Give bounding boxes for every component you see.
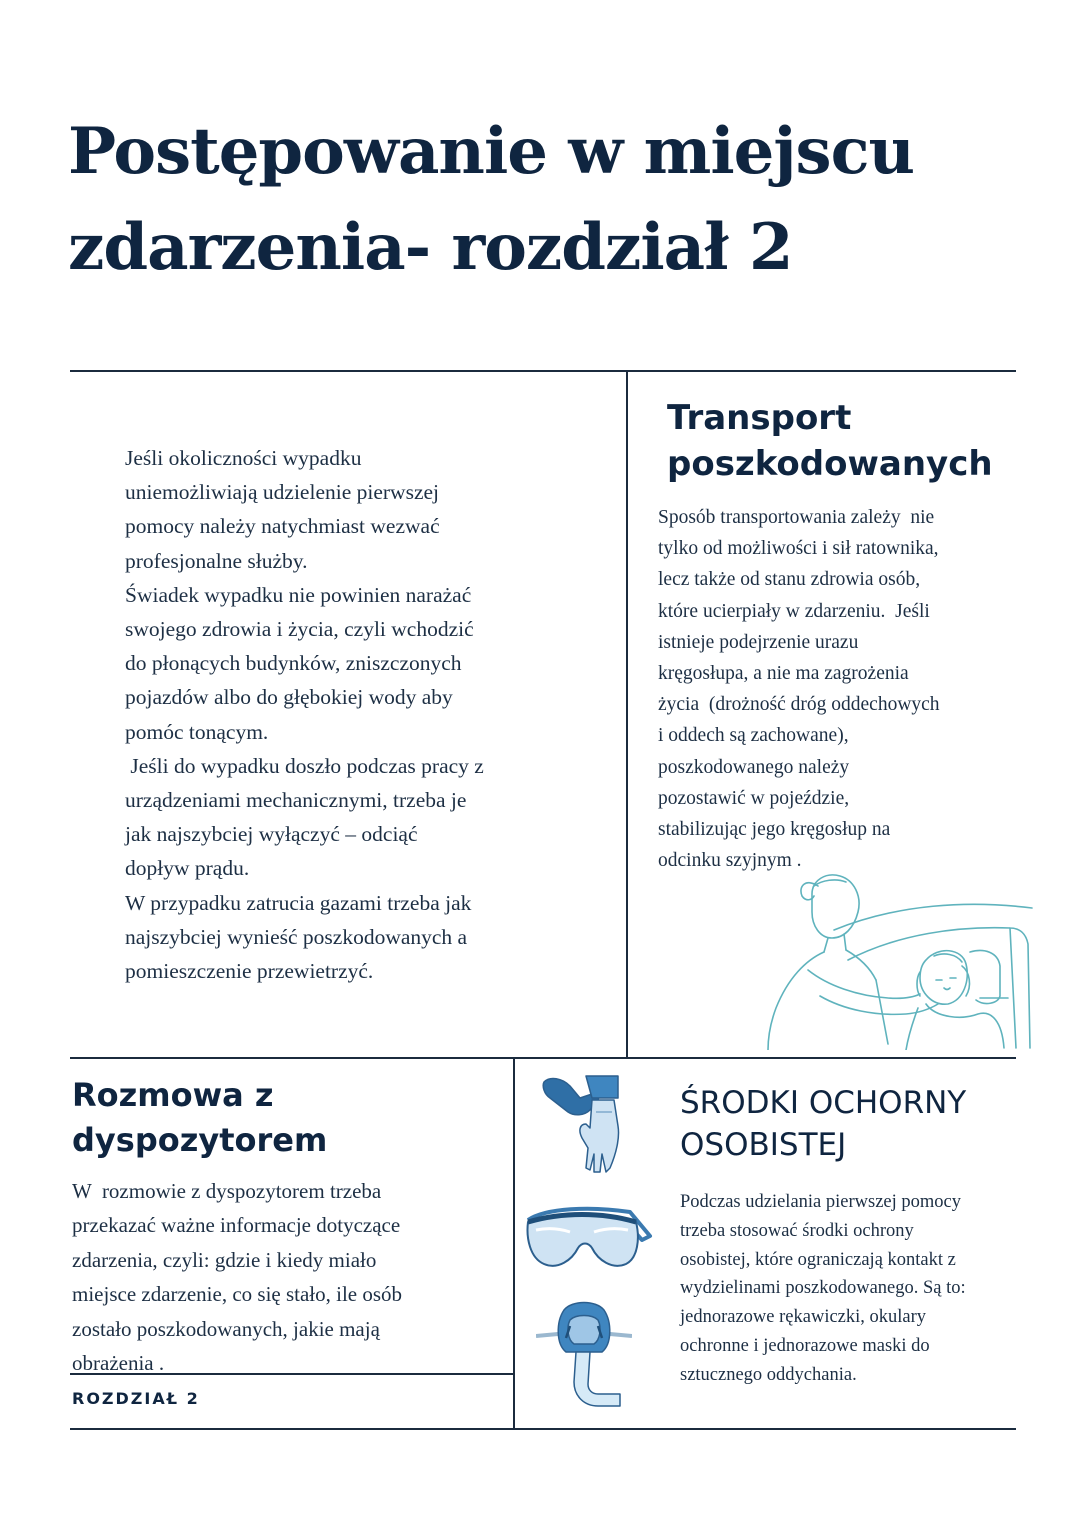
left-text-line: jak najszybciej wyłączyć – odciąć — [125, 822, 418, 847]
left-text-line: pomocy należy natychmiast wezwać — [125, 514, 440, 539]
middle-divider — [70, 1057, 1016, 1059]
left-text-line: W przypadku zatrucia gazami trzeba jak — [125, 890, 472, 915]
left-text-line: Jeśli do wypadku doszło podczas pracy z — [125, 753, 484, 778]
rozmowa-body-text — [72, 1174, 502, 1380]
transport-text-line: pozostawić w pojeździe, — [658, 787, 850, 809]
chapter-label: ROZDZIAŁ 2 — [72, 1389, 200, 1408]
left-text-line: swojego zdrowia i życia, czyli wchodzić — [125, 617, 474, 642]
transport-heading-line-2: poszkodowanych — [667, 444, 993, 484]
page-title-line-1: Postępowanie w miejscu — [68, 114, 915, 189]
top-divider — [70, 370, 1016, 372]
rozmowa-heading-line-2: dyspozytorem — [72, 1121, 328, 1159]
rescuer-stabilizing-head-icon — [748, 868, 1034, 1050]
rozmowa-text-line: przekazać ważne informacje dotyczące — [72, 1213, 401, 1238]
left-body-text — [125, 441, 555, 988]
transport-text-line: i oddech są zachowane), — [658, 725, 849, 747]
transport-text-line: kręgosłupa, a nie ma zagrożenia — [658, 663, 909, 685]
transport-text-line: Sposób transportowania zależy nie — [658, 507, 935, 528]
page-title — [68, 104, 1028, 296]
transport-text-line: tylko od możliwości i sił ratownika, — [658, 538, 939, 560]
gloves-icon — [540, 1072, 632, 1176]
srodki-text-line: trzeba stosować środki ochrony — [680, 1220, 914, 1241]
left-text-line: dopływ prądu. — [125, 856, 250, 881]
srodki-text-line: sztucznego oddychania. — [680, 1364, 857, 1385]
left-text-line: najszybciej wynieść poszkodowanych a — [125, 924, 468, 949]
left-text-line: urządzeniami mechanicznymi, trzeba je — [125, 788, 467, 813]
transport-text-line: lecz także od stanu zdrowia osób, — [658, 569, 921, 591]
transport-text-line: które ucierpiały w zdarzeniu. Jeśli — [658, 600, 930, 622]
rozmowa-heading — [72, 1073, 327, 1163]
transport-text-line: stabilizując jego kręgosłup na — [658, 819, 891, 841]
left-text-line: profesjonalne służby. — [125, 548, 308, 573]
rozmowa-text-line: zdarzenia, czyli: gdzie i kiedy miało — [72, 1247, 377, 1272]
left-text-line: Jeśli okoliczności wypadku — [125, 446, 362, 470]
transport-body-text — [658, 502, 1018, 876]
rozmowa-text-line: obrażenia . — [72, 1351, 165, 1376]
transport-heading — [667, 395, 993, 487]
srodki-text-line: jednorazowe rękawiczki, okulary — [680, 1307, 927, 1328]
srodki-body-text — [680, 1188, 1030, 1390]
safety-goggles-icon — [522, 1198, 654, 1280]
transport-text-line: odcinku szyjnym . — [658, 850, 802, 872]
left-text-line: pomóc tonącym. — [125, 719, 269, 744]
rozmowa-text-line: miejsce zdarzenie, co się stało, ile osób — [72, 1282, 403, 1307]
page-title-line-2: zdarzenia- rozdział 2 — [68, 210, 793, 285]
left-text-line: pojazdów albo do głębokiej wody aby — [125, 685, 453, 710]
transport-text-line: życia (drożność dróg oddechowych — [658, 694, 940, 716]
transport-text-line: istnieje podejrzenie urazu — [658, 631, 859, 653]
left-text-line: pomieszczenie przewietrzyć. — [125, 959, 374, 984]
left-text-line: uniemożliwiają udzielenie pierwszej — [125, 480, 440, 505]
transport-text-line: poszkodowanego należy — [658, 756, 850, 778]
oxygen-mask-icon — [536, 1300, 632, 1412]
rozmowa-text-line: zostało poszkodowanych, jakie mają — [72, 1316, 380, 1341]
srodki-heading-line-1: ŚRODKI OCHORNY — [680, 1085, 967, 1121]
srodki-text-line: ochronne i jednorazowe maski do — [680, 1335, 930, 1356]
rozmowa-heading-line-1: Rozmowa z — [72, 1076, 274, 1114]
transport-heading-line-1: Transport — [667, 398, 852, 438]
center-divider — [626, 371, 628, 1059]
bottom-divider — [70, 1428, 1016, 1430]
srodki-heading-line-2: OSOBISTEJ — [680, 1127, 847, 1163]
srodki-text-line: wydzielinami poszkodowanego. Są to: — [680, 1278, 966, 1299]
left-text-line: do płonących budynków, zniszczonych — [125, 651, 462, 676]
srodki-text-line: Podczas udzielania pierwszej pomocy — [680, 1192, 961, 1212]
rozmowa-text-line: W rozmowie z dyspozytorem trzeba — [72, 1179, 382, 1203]
srodki-heading — [680, 1082, 966, 1166]
left-text-line: Świadek wypadku nie powinien narażać — [125, 582, 472, 607]
srodki-text-line: osobistej, które ograniczają kontakt z — [680, 1249, 956, 1270]
